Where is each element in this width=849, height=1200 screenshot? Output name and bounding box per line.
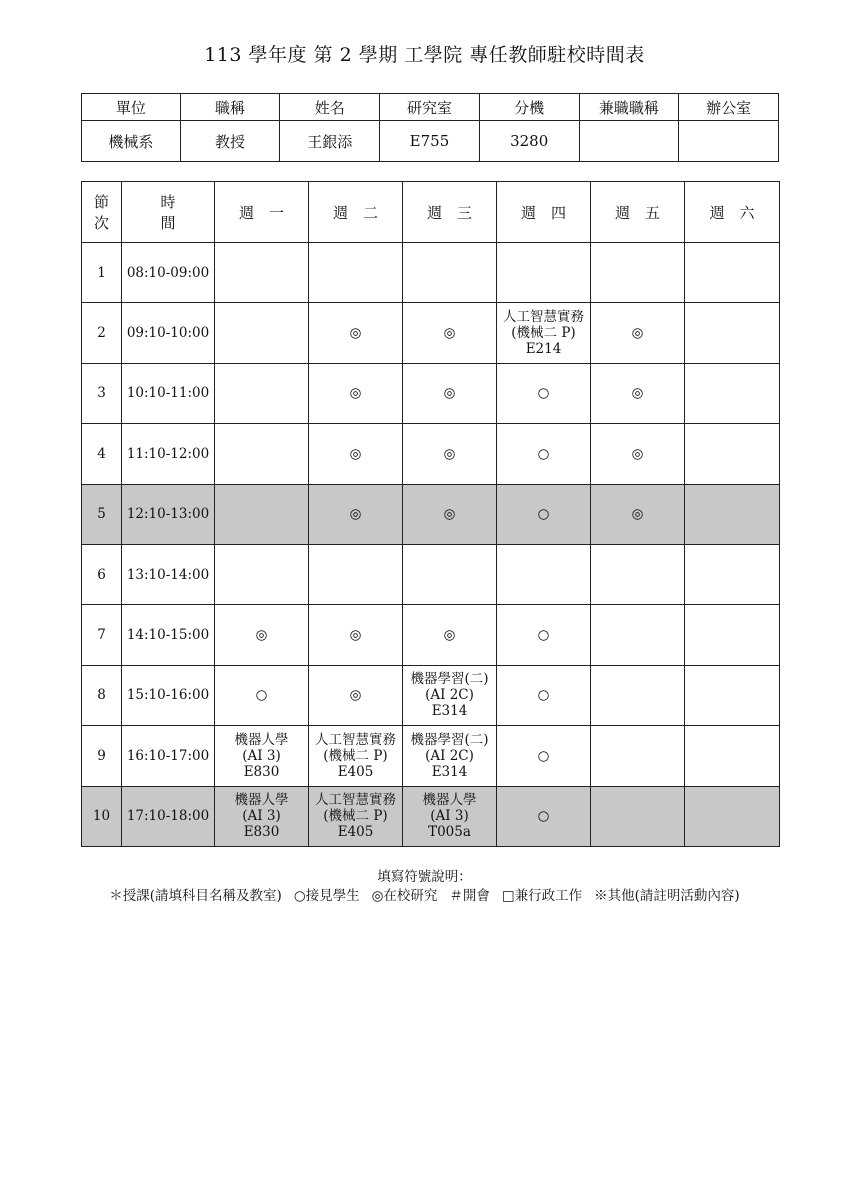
course-line: E314 bbox=[431, 763, 468, 780]
schedule-cell bbox=[497, 243, 591, 303]
time-header bbox=[122, 182, 215, 243]
schedule-cell bbox=[591, 243, 685, 303]
course-line: (機械二 P) bbox=[323, 747, 388, 764]
schedule-header-row bbox=[82, 182, 780, 243]
day-header: 週 一 bbox=[215, 182, 309, 243]
schedule-cell: ○ bbox=[497, 605, 591, 665]
schedule-cell: ◎ bbox=[309, 424, 403, 484]
course-line: 機器人學 bbox=[422, 792, 477, 809]
schedule-row bbox=[82, 484, 780, 544]
schedule-cell: ◎ bbox=[309, 303, 403, 363]
schedule-cell bbox=[591, 786, 685, 846]
schedule-cell bbox=[215, 303, 309, 363]
schedule-cell bbox=[685, 544, 780, 604]
schedule-cell bbox=[685, 303, 780, 363]
info-value-cell: 3280 bbox=[479, 121, 579, 162]
period-cell: 4 bbox=[82, 424, 122, 484]
schedule-cell bbox=[309, 786, 403, 846]
time-cell: 10:10-11:00 bbox=[122, 363, 215, 423]
schedule-cell: ◎ bbox=[309, 605, 403, 665]
schedule-cell bbox=[591, 544, 685, 604]
schedule-row bbox=[82, 726, 780, 786]
schedule-cell bbox=[309, 243, 403, 303]
schedule-cell: ◎ bbox=[591, 303, 685, 363]
schedule-cell bbox=[403, 786, 497, 846]
course-line: (機械二 P) bbox=[323, 808, 388, 825]
schedule-cell bbox=[215, 726, 309, 786]
info-value-cell: 教授 bbox=[180, 121, 280, 162]
course-line: (AI 3) bbox=[242, 808, 281, 825]
schedule-cell bbox=[215, 786, 309, 846]
schedule-row bbox=[82, 786, 780, 846]
time-cell: 16:10-17:00 bbox=[122, 726, 215, 786]
course-line: 機器人學 bbox=[234, 792, 289, 809]
schedule-cell: ◎ bbox=[309, 363, 403, 423]
period-header-line: 次 bbox=[93, 214, 109, 232]
schedule-cell bbox=[215, 484, 309, 544]
legend-item: □兼行政工作 bbox=[501, 888, 583, 904]
schedule-cell: ○ bbox=[497, 363, 591, 423]
info-header-cell: 單位 bbox=[82, 94, 181, 121]
schedule-cell bbox=[215, 544, 309, 604]
schedule-cell bbox=[403, 665, 497, 725]
time-header-line: 間 bbox=[160, 214, 176, 232]
schedule-cell: ◎ bbox=[403, 363, 497, 423]
schedule-cell: ○ bbox=[497, 424, 591, 484]
course-line: (AI 2C) bbox=[425, 747, 474, 764]
legend-title: 填寫符號說明： bbox=[377, 869, 472, 885]
schedule-cell bbox=[685, 786, 780, 846]
time-cell: 09:10-10:00 bbox=[122, 303, 215, 363]
course-line: E405 bbox=[337, 824, 374, 841]
course-line: T005a bbox=[428, 824, 471, 841]
legend-item: ※其他(請註明活動內容) bbox=[594, 888, 740, 904]
period-cell: 1 bbox=[82, 243, 122, 303]
schedule-cell bbox=[309, 544, 403, 604]
info-header-cell: 辦公室 bbox=[679, 94, 779, 121]
course-line: (機械二 P) bbox=[511, 325, 576, 342]
schedule-row bbox=[82, 363, 780, 423]
legend-item: ＃開會 bbox=[449, 888, 490, 904]
time-cell: 15:10-16:00 bbox=[122, 665, 215, 725]
info-value-cell: 王銀添 bbox=[280, 121, 380, 162]
page-title: 113 學年度 第 2 學期 工學院 專任教師駐校時間表 bbox=[204, 44, 645, 66]
info-header-cell: 分機 bbox=[479, 94, 579, 121]
schedule-cell: ◎ bbox=[403, 605, 497, 665]
schedule-cell: ◎ bbox=[215, 605, 309, 665]
schedule-cell bbox=[685, 484, 780, 544]
schedule-cell bbox=[591, 726, 685, 786]
time-cell: 11:10-12:00 bbox=[122, 424, 215, 484]
legend bbox=[0, 884, 849, 904]
info-values-row bbox=[82, 121, 779, 162]
info-value-cell bbox=[679, 121, 779, 162]
schedule-cell bbox=[591, 605, 685, 665]
day-header: 週 五 bbox=[591, 182, 685, 243]
period-cell: 6 bbox=[82, 544, 122, 604]
schedule-cell: ◎ bbox=[403, 484, 497, 544]
period-cell: 9 bbox=[82, 726, 122, 786]
schedule-cell bbox=[215, 243, 309, 303]
course-line: 機器學習(二) bbox=[410, 671, 489, 688]
schedule-cell bbox=[403, 544, 497, 604]
schedule-cell bbox=[403, 243, 497, 303]
period-cell: 3 bbox=[82, 363, 122, 423]
schedule-cell bbox=[591, 665, 685, 725]
schedule-row bbox=[82, 243, 780, 303]
info-value-cell bbox=[579, 121, 679, 162]
course-line: E830 bbox=[243, 824, 280, 841]
info-header-cell: 職稱 bbox=[180, 94, 280, 121]
schedule-cell: ◎ bbox=[403, 303, 497, 363]
day-header: 週 二 bbox=[309, 182, 403, 243]
period-header bbox=[82, 182, 122, 243]
legend-item: ＊授課(請填科目名稱及教室) bbox=[109, 888, 282, 904]
legend-item: ◎在校研究 bbox=[371, 888, 438, 904]
schedule-cell bbox=[685, 363, 780, 423]
course-line: 機器學習(二) bbox=[410, 731, 489, 748]
course-line: (AI 3) bbox=[430, 808, 469, 825]
schedule-cell: ◎ bbox=[591, 484, 685, 544]
schedule-cell bbox=[685, 665, 780, 725]
course-line: (AI 3) bbox=[242, 747, 281, 764]
period-cell: 2 bbox=[82, 303, 122, 363]
info-header-row bbox=[82, 94, 779, 121]
course-line: E405 bbox=[337, 763, 374, 780]
schedule-row bbox=[82, 544, 780, 604]
time-cell: 13:10-14:00 bbox=[122, 544, 215, 604]
time-cell: 17:10-18:00 bbox=[122, 786, 215, 846]
schedule-table bbox=[81, 181, 780, 847]
day-header: 週 六 bbox=[685, 182, 780, 243]
schedule-cell: ◎ bbox=[309, 484, 403, 544]
schedule-cell: ◎ bbox=[591, 424, 685, 484]
schedule-cell bbox=[403, 726, 497, 786]
day-header: 週 三 bbox=[403, 182, 497, 243]
day-header: 週 四 bbox=[497, 182, 591, 243]
schedule-cell: ◎ bbox=[403, 424, 497, 484]
schedule-row bbox=[82, 303, 780, 363]
time-cell: 12:10-13:00 bbox=[122, 484, 215, 544]
time-header-line: 時 bbox=[160, 193, 176, 211]
schedule-cell bbox=[685, 726, 780, 786]
period-cell: 7 bbox=[82, 605, 122, 665]
course-line: E314 bbox=[431, 703, 468, 720]
course-line: 人工智慧實務 bbox=[315, 792, 396, 809]
schedule-row bbox=[82, 424, 780, 484]
course-line: 人工智慧實務 bbox=[503, 309, 584, 326]
schedule-cell: ○ bbox=[497, 726, 591, 786]
schedule-row bbox=[82, 665, 780, 725]
schedule-cell bbox=[685, 243, 780, 303]
course-line: E214 bbox=[525, 341, 562, 358]
schedule-cell: ◎ bbox=[309, 665, 403, 725]
schedule-cell: ○ bbox=[215, 665, 309, 725]
period-cell: 10 bbox=[82, 786, 122, 846]
schedule-cell bbox=[497, 544, 591, 604]
course-line: 人工智慧實務 bbox=[315, 731, 396, 748]
period-cell: 5 bbox=[82, 484, 122, 544]
info-value-cell: 機械系 bbox=[82, 121, 181, 162]
schedule-cell: ○ bbox=[497, 484, 591, 544]
info-value-cell: E755 bbox=[380, 121, 480, 162]
info-header-cell: 兼職職稱 bbox=[579, 94, 679, 121]
course-line: (AI 2C) bbox=[425, 687, 474, 704]
course-line: E830 bbox=[243, 763, 280, 780]
schedule-cell: ◎ bbox=[591, 363, 685, 423]
schedule-cell bbox=[685, 605, 780, 665]
time-cell: 14:10-15:00 bbox=[122, 605, 215, 665]
schedule-cell bbox=[309, 726, 403, 786]
schedule-cell: ○ bbox=[497, 786, 591, 846]
schedule-cell bbox=[685, 424, 780, 484]
schedule-cell: ○ bbox=[497, 665, 591, 725]
info-header-cell: 研究室 bbox=[380, 94, 480, 121]
time-cell: 08:10-09:00 bbox=[122, 243, 215, 303]
teacher-info-table bbox=[81, 93, 779, 162]
period-cell: 8 bbox=[82, 665, 122, 725]
period-header-line: 節 bbox=[93, 193, 109, 211]
schedule-cell bbox=[215, 424, 309, 484]
legend-item: ○接見學生 bbox=[293, 888, 360, 904]
schedule-cell bbox=[215, 363, 309, 423]
schedule-row bbox=[82, 605, 780, 665]
course-line: 機器人學 bbox=[234, 731, 289, 748]
info-header-cell: 姓名 bbox=[280, 94, 380, 121]
schedule-cell bbox=[497, 303, 591, 363]
